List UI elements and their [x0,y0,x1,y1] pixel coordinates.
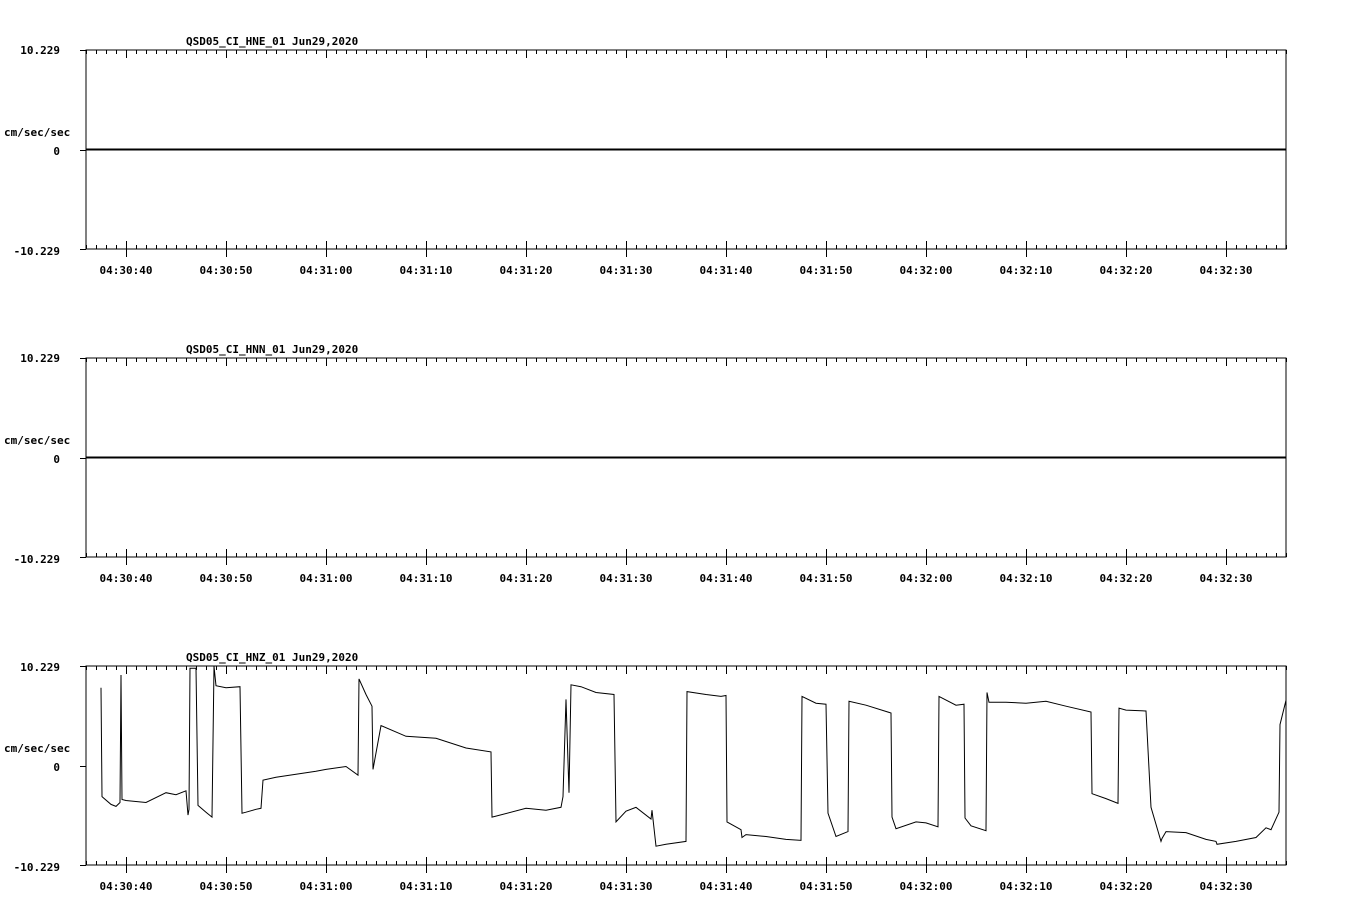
x-tick-label: 04:31:20 [499,880,553,893]
y-tick-label-zero: 0 [53,453,60,466]
x-tick-label: 04:31:00 [299,572,353,585]
x-tick-label: 04:30:50 [199,264,253,277]
panel-hnn [4,343,1287,585]
y-tick-label-max: 10.229 [20,44,60,57]
x-tick-label: 04:30:40 [99,264,153,277]
x-tick-label: 04:30:50 [199,880,253,893]
x-tick-label: 04:32:10 [999,264,1053,277]
x-tick-label: 04:30:50 [199,572,253,585]
x-tick-label: 04:31:10 [399,264,453,277]
y-tick-label-min: -10.229 [13,861,60,874]
x-tick-label: 04:30:40 [99,572,153,585]
x-tick-label: 04:31:20 [499,572,553,585]
panel-hne [4,35,1287,277]
x-tick-labels [100,264,1253,277]
y-tick-label-zero: 0 [53,761,60,774]
x-tick-labels [100,572,1253,585]
x-tick-label: 04:32:10 [999,880,1053,893]
x-tick-label: 04:31:20 [499,264,553,277]
y-tick-label-min: -10.229 [13,553,60,566]
x-tick-label: 04:31:10 [399,880,453,893]
panel-hnz [4,651,1287,893]
x-tick-label: 04:30:40 [99,880,153,893]
x-tick-label: 04:31:50 [799,264,853,277]
x-tick-label: 04:32:00 [899,880,953,893]
y-tick-label-max: 10.229 [20,352,60,365]
x-tick-label: 04:32:20 [1099,264,1153,277]
x-ticks [80,50,1287,257]
x-tick-labels [100,880,1253,893]
panel-title: QSD05_CI_HNN_01 Jun29,2020 [186,343,359,356]
y-tick-label-max: 10.229 [20,661,60,674]
x-tick-label: 04:31:50 [799,880,853,893]
x-tick-label: 04:31:50 [799,572,853,585]
x-tick-label: 04:32:20 [1099,572,1153,585]
panel-title: QSD05_CI_HNE_01 Jun29,2020 [186,35,359,48]
x-ticks [80,358,1287,565]
x-tick-label: 04:32:30 [1199,264,1253,277]
y-axis-label: cm/sec/sec [4,126,71,139]
x-tick-label: 04:31:40 [699,264,753,277]
x-tick-label: 04:32:10 [999,572,1053,585]
y-axis-label: cm/sec/sec [4,742,71,755]
x-tick-label: 04:32:00 [899,264,953,277]
x-tick-label: 04:31:30 [599,880,653,893]
x-tick-label: 04:31:30 [599,264,653,277]
x-tick-label: 04:32:00 [899,572,953,585]
y-tick-label-min: -10.229 [13,245,60,258]
x-tick-label: 04:31:10 [399,572,453,585]
x-tick-label: 04:32:30 [1199,880,1253,893]
x-tick-label: 04:31:30 [599,572,653,585]
x-tick-label: 04:31:00 [299,880,353,893]
x-tick-label: 04:31:40 [699,572,753,585]
waveform-trace [101,666,1286,846]
x-tick-label: 04:32:30 [1199,572,1253,585]
y-axis-label: cm/sec/sec [4,434,71,447]
x-tick-label: 04:31:40 [699,880,753,893]
y-tick-label-zero: 0 [53,145,60,158]
x-tick-label: 04:32:20 [1099,880,1153,893]
panel-title: QSD05_CI_HNZ_01 Jun29,2020 [186,651,359,664]
x-tick-label: 04:31:00 [299,264,353,277]
